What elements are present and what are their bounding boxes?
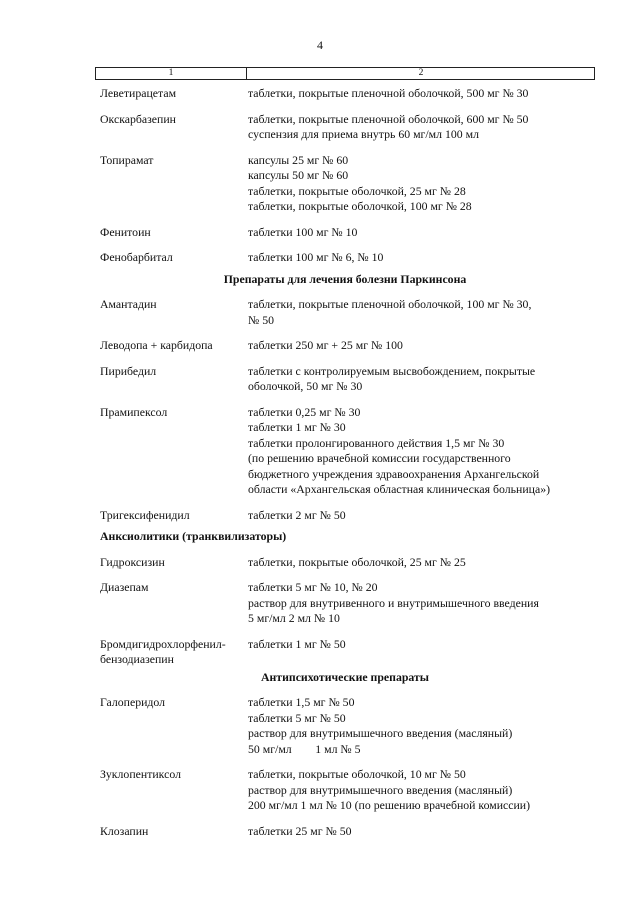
drug-form-line: таблетки, покрытые оболочкой, 25 мг № 25 — [248, 554, 466, 569]
drug-form-line: таблетки пролонгированного действия 1,5 мг № 30 — [248, 435, 505, 450]
column-header-row — [95, 67, 595, 80]
column-header-2: 2 — [418, 68, 424, 78]
drug-name — [100, 580, 248, 627]
drug-form-line: № 50 — [248, 312, 275, 327]
drug-form-line: суспензия для приема внутрь 60 мг/мл 100 мл — [248, 127, 479, 141]
drug-form-line: таблетки, покрытые пленочной оболочкой, 500 мг № 30 — [248, 86, 529, 100]
drug-form — [248, 405, 590, 498]
drug-group-anxiolytics — [100, 555, 590, 668]
drug-row — [100, 86, 590, 102]
drug-form — [248, 637, 590, 668]
drug-name — [100, 297, 248, 328]
drug-group-antipsychotics — [100, 695, 590, 839]
drug-form — [248, 695, 590, 757]
drug-form-line: капсулы 50 мг № 60 — [248, 168, 349, 182]
drug-name — [100, 86, 248, 102]
drug-form-line: таблетки, покрытые оболочкой, 100 мг № 28 — [248, 199, 472, 213]
drug-name-line: Леветирацетам — [100, 86, 177, 100]
drug-name-line: Галоперидол — [100, 695, 166, 709]
drug-form-line: таблетки, покрытые пленочной оболочкой, 100 мг № 30, — [248, 297, 532, 311]
drug-name-line: Бромдигидрохлорфенил- — [100, 636, 226, 651]
drug-form-line: таблетки 0,25 мг № 30 — [248, 404, 361, 419]
drug-name — [100, 112, 248, 143]
drug-form — [248, 338, 590, 354]
drug-name — [100, 824, 248, 840]
drug-row — [100, 824, 590, 840]
drug-form — [248, 153, 590, 215]
drug-form-line: таблетки, покрытые оболочкой, 25 мг № 28 — [248, 183, 466, 198]
drug-name — [100, 405, 248, 498]
drug-name-line: Фенитоин — [100, 224, 151, 239]
drug-name — [100, 695, 248, 757]
drug-row — [100, 580, 590, 627]
drug-row — [100, 555, 590, 571]
drug-name-line: Амантадин — [100, 297, 157, 311]
drug-name — [100, 225, 248, 241]
drug-form-line: 50 мг/мл 1 мл № 5 — [248, 741, 361, 756]
drug-name — [100, 338, 248, 354]
drug-form-line: капсулы 25 мг № 60 — [248, 152, 349, 167]
section-title-parkinson: Препараты для лечения болезни Паркинсона — [223, 271, 467, 286]
drug-form-line: оболочкой, 50 мг № 30 — [248, 379, 363, 393]
drug-name-line: Клозапин — [100, 823, 149, 838]
drug-row — [100, 364, 590, 395]
drug-form-line: таблетки, покрытые оболочкой, 10 мг № 50 — [248, 767, 466, 781]
drug-form-line: области «Архангельская областная клиническая больница») — [248, 482, 551, 496]
drug-form — [248, 364, 590, 395]
drug-form — [248, 555, 590, 571]
drug-form-line: (по решению врачебной комиссии государственного — [248, 451, 511, 465]
drug-form-line: таблетки 2 мг № 50 — [248, 507, 346, 522]
drug-form-line: раствор для внутримышечного введения (масляный) — [248, 726, 513, 740]
drug-form-line: 5 мг/мл 2 мл № 10 — [248, 611, 340, 625]
drug-row — [100, 338, 590, 354]
drug-row — [100, 767, 590, 814]
drug-name-line: Тригексифенидил — [100, 507, 190, 522]
drug-row — [100, 112, 590, 143]
drug-form-line: раствор для внутримышечного введения (масляный) — [248, 782, 513, 797]
drug-group-antiepileptics — [100, 86, 590, 266]
section-title-anxiolytics: Анксиолитики (транквилизаторы) — [100, 529, 287, 543]
drug-name-line: Гидроксизин — [100, 554, 165, 569]
drug-list — [100, 86, 590, 839]
drug-form-line: таблетки 100 мг № 10 — [248, 224, 358, 239]
page-number: 4 — [317, 38, 323, 52]
drug-form — [248, 824, 590, 840]
drug-form-line: таблетки 25 мг № 50 — [248, 823, 352, 838]
drug-name-line: Леводопа + карбидопа — [100, 338, 213, 352]
section-title-antipsychotics: Антипсихотические препараты — [260, 669, 430, 684]
drug-name — [100, 508, 248, 524]
drug-name-line: Окскарбазепин — [100, 111, 176, 126]
drug-row — [100, 225, 590, 241]
drug-name-line: Диазепам — [100, 580, 149, 594]
drug-form-line: таблетки 1 мг № 50 — [248, 636, 346, 651]
drug-form-line: таблетки 1,5 мг № 50 — [248, 695, 355, 709]
drug-name-line: Фенобарбитал — [100, 250, 173, 264]
drug-form-line: бюджетного учреждения здравоохранения Архангельской — [248, 466, 540, 481]
drug-form-line: таблетки 5 мг № 10, № 20 — [248, 580, 378, 594]
drug-form-line: таблетки, покрытые пленочной оболочкой, 600 мг № 50 — [248, 111, 529, 126]
column-header-1: 1 — [168, 68, 174, 78]
drug-row — [100, 637, 590, 668]
drug-form — [248, 225, 590, 241]
drug-form-line: таблетки 1 мг № 30 — [248, 420, 346, 434]
drug-row — [100, 405, 590, 498]
drug-form — [248, 767, 590, 814]
drug-name-line: Зуклопентиксол — [100, 767, 181, 781]
drug-form — [248, 580, 590, 627]
drug-name-line: бензодиазепин — [100, 652, 174, 666]
drug-row — [100, 297, 590, 328]
drug-row — [100, 695, 590, 757]
drug-name-line: Прамипексол — [100, 404, 168, 419]
drug-form-line: раствор для внутривенного и внутримышечного введения — [248, 595, 539, 610]
drug-name-line: Топирамат — [100, 152, 154, 167]
drug-group-parkinson — [100, 297, 590, 523]
drug-form — [248, 112, 590, 143]
drug-form — [248, 250, 590, 266]
drug-name — [100, 555, 248, 571]
drug-name — [100, 637, 248, 668]
drug-form — [248, 508, 590, 524]
drug-row — [100, 508, 590, 524]
drug-form — [248, 297, 590, 328]
drug-form — [248, 86, 590, 102]
drug-form-line: таблетки 100 мг № 6, № 10 — [248, 250, 384, 264]
drug-name — [100, 364, 248, 395]
drug-form-line: 200 мг/мл 1 мл № 10 (по решению врачебной комиссии) — [248, 798, 531, 812]
drug-name — [100, 767, 248, 814]
drug-row — [100, 153, 590, 215]
drug-form-line: таблетки с контролируемым высвобождением, покрытые — [248, 363, 536, 378]
drug-name — [100, 153, 248, 215]
drug-form-line: таблетки 250 мг + 25 мг № 100 — [248, 338, 403, 352]
drug-name-line: Пирибедил — [100, 363, 157, 378]
drug-row — [100, 250, 590, 266]
drug-name — [100, 250, 248, 266]
drug-form-line: таблетки 5 мг № 50 — [248, 710, 346, 725]
